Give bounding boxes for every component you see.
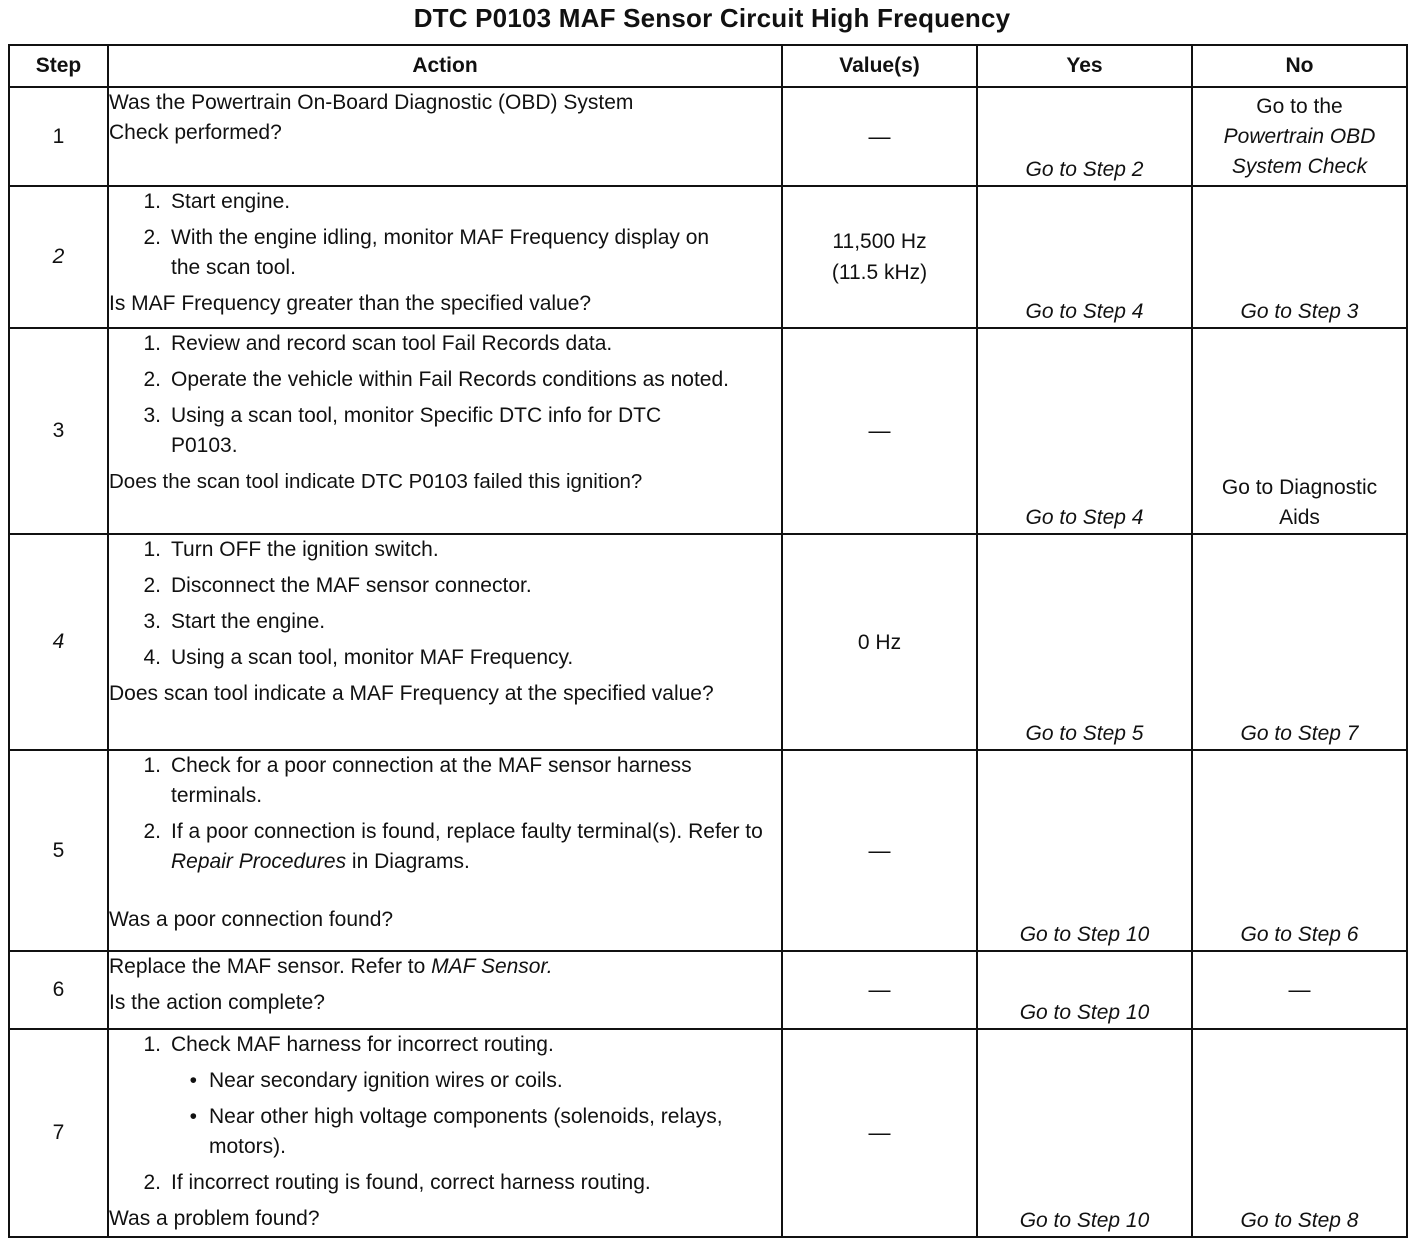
item-text [171, 817, 781, 877]
no-cell: Go to Diagnostic Aids [1192, 328, 1407, 534]
value-cell [782, 87, 977, 186]
action-cell [108, 750, 782, 951]
item-text: Check MAF harness for incorrect routing. [171, 1033, 554, 1056]
value-cell [782, 750, 977, 951]
header-step: Step [9, 45, 108, 87]
action-question: Is MAF Frequency greater than the specified value? [109, 292, 592, 315]
step-number: 2 [9, 186, 108, 328]
value-cell [782, 328, 977, 534]
header-yes: Yes [977, 45, 1192, 87]
table-row [9, 534, 1407, 750]
value-cell [782, 1029, 977, 1237]
bullet-text: Near secondary ignition wires or coils. [209, 1069, 563, 1092]
value-text: — [868, 977, 891, 1002]
list-item: 1. Check for a poor connection at the MAF sensor harness terminals. [109, 751, 781, 811]
action-line-text: Replace the MAF sensor. Refer to [109, 955, 432, 978]
table-row [9, 87, 1407, 186]
table-row [9, 750, 1407, 951]
yes-cell: Go to Step 4 [977, 328, 1192, 534]
action-cell [108, 1029, 782, 1237]
action-question: Was a poor connection found? [109, 908, 394, 931]
yes-cell: Go to Step 10 [977, 951, 1192, 1029]
item-text: Start engine. [171, 190, 291, 213]
maf-sensor-ref: MAF Sensor. [431, 955, 553, 978]
value-cell [782, 951, 977, 1029]
repair-procedures-ref: Repair Procedures [171, 850, 347, 873]
yes-cell: Go to Step 10 [977, 1029, 1192, 1237]
yes-cell: Go to Step 4 [977, 186, 1192, 328]
action-cell [108, 328, 782, 534]
step-number: 6 [9, 951, 108, 1029]
list-item: 4. Using a scan tool, monitor MAF Frequency. [109, 643, 781, 673]
item-text: If incorrect routing is found, correct harness routing. [171, 1171, 651, 1194]
value-text: — [868, 123, 891, 149]
table-row [9, 328, 1407, 534]
item-text: Using a scan tool, monitor Specific DTC info for DTC P0103. [171, 404, 662, 457]
bullet-item: • Near other high voltage components (solenoids, relays, motors). [109, 1102, 781, 1162]
action-cell [108, 186, 782, 328]
action-line [109, 952, 781, 982]
item-text: Operate the vehicle within Fail Records conditions as noted. [171, 368, 729, 391]
list-item: 2. If a poor connection is found, replace faulty terminal(s). Refer to Repair Procedures in Diagrams. [109, 817, 781, 877]
item-text: With the engine idling, monitor MAF Frequency display on the scan tool. [171, 226, 710, 279]
value-cell [782, 186, 977, 328]
item-text: Start the engine. [171, 610, 326, 633]
action-question: Was a problem found? [109, 1207, 320, 1230]
value-line-1: 11,500 Hz [832, 230, 927, 253]
list-item: 2. With the engine idling, monitor MAF Frequency display on the scan tool. [109, 223, 781, 283]
yes-cell: Go to Step 5 [977, 534, 1192, 750]
list-item: 1. Turn OFF the ignition switch. [109, 535, 781, 565]
action-cell [108, 87, 782, 186]
action-cell [108, 951, 782, 1029]
no-cell: Go to Step 8 [1192, 1029, 1407, 1237]
item-text: Check for a poor connection at the MAF sensor harness terminals. [171, 754, 692, 807]
value-text: — [868, 1120, 891, 1145]
list-item: 1. Start engine. [109, 187, 781, 217]
list-item: 1. Check MAF harness for incorrect routing. [109, 1030, 781, 1060]
item-text: Using a scan tool, monitor MAF Frequency. [171, 646, 574, 669]
bullet-item: • Near secondary ignition wires or coils. [109, 1066, 781, 1096]
action-question: Is the action complete? [109, 991, 325, 1014]
no-cell: Go to Step 6 [1192, 750, 1407, 951]
value-text: — [868, 418, 891, 443]
page-title: DTC P0103 MAF Sensor Circuit High Frequency [413, 3, 1011, 33]
step-number: 7 [9, 1029, 108, 1237]
item-text: Disconnect the MAF sensor connector. [171, 574, 532, 597]
diagrams-ref: Diagrams. [374, 850, 470, 873]
no-cell [1192, 87, 1407, 186]
no-text: — [1288, 977, 1311, 1002]
header-row [9, 45, 1407, 87]
step-number: 4 [9, 534, 108, 750]
table-row [9, 186, 1407, 328]
item-text: Review and record scan tool Fail Records data. [171, 332, 613, 355]
action-cell [108, 534, 782, 750]
value-text: — [868, 837, 891, 863]
header-action: Action [108, 45, 782, 87]
list-item: 2. If incorrect routing is found, correct harness routing. [109, 1168, 781, 1198]
value-cell: 0 Hz [782, 534, 977, 750]
action-question: Was the Powertrain On-Board Diagnostic (OBD) System Check performed? [109, 91, 634, 144]
diagnostic-table [8, 44, 1408, 1238]
bullet-text: Near other high voltage components (solenoids, relays, motors). [209, 1105, 723, 1158]
step-number: 5 [9, 750, 108, 951]
list-item: 3. Using a scan tool, monitor Specific DTC info for DTC P0103. [109, 401, 781, 461]
list-item: 3. Start the engine. [109, 607, 781, 637]
action-question: Does the scan tool indicate DTC P0103 failed this ignition? [109, 470, 643, 493]
table-row [9, 951, 1407, 1029]
step-number: 1 [9, 87, 108, 186]
item-text-mid: in [346, 850, 375, 873]
item-text-pre: If a poor connection is found, replace faulty terminal(s). Refer to [171, 820, 763, 843]
no-line-2: Powertrain OBD System Check [1223, 125, 1376, 178]
list-item: 2. Disconnect the MAF sensor connector. [109, 571, 781, 601]
action-question: Does scan tool indicate a MAF Frequency at the specified value? [109, 682, 714, 705]
list-item: 1. Review and record scan tool Fail Records data. [109, 329, 781, 359]
yes-cell: Go to Step 10 [977, 750, 1192, 951]
no-cell [1192, 951, 1407, 1029]
step-number: 3 [9, 328, 108, 534]
table-row [9, 1029, 1407, 1237]
list-item: 2. Operate the vehicle within Fail Records conditions as noted. [109, 365, 781, 395]
no-cell: Go to Step 3 [1192, 186, 1407, 328]
item-text: Turn OFF the ignition switch. [171, 538, 439, 561]
no-cell: Go to Step 7 [1192, 534, 1407, 750]
no-line-1: Go to the [1256, 95, 1343, 118]
yes-cell: Go to Step 2 [977, 87, 1192, 186]
value-line-2: (11.5 kHz) [831, 261, 928, 284]
header-no: No [1192, 45, 1407, 87]
header-values: Value(s) [782, 45, 977, 87]
